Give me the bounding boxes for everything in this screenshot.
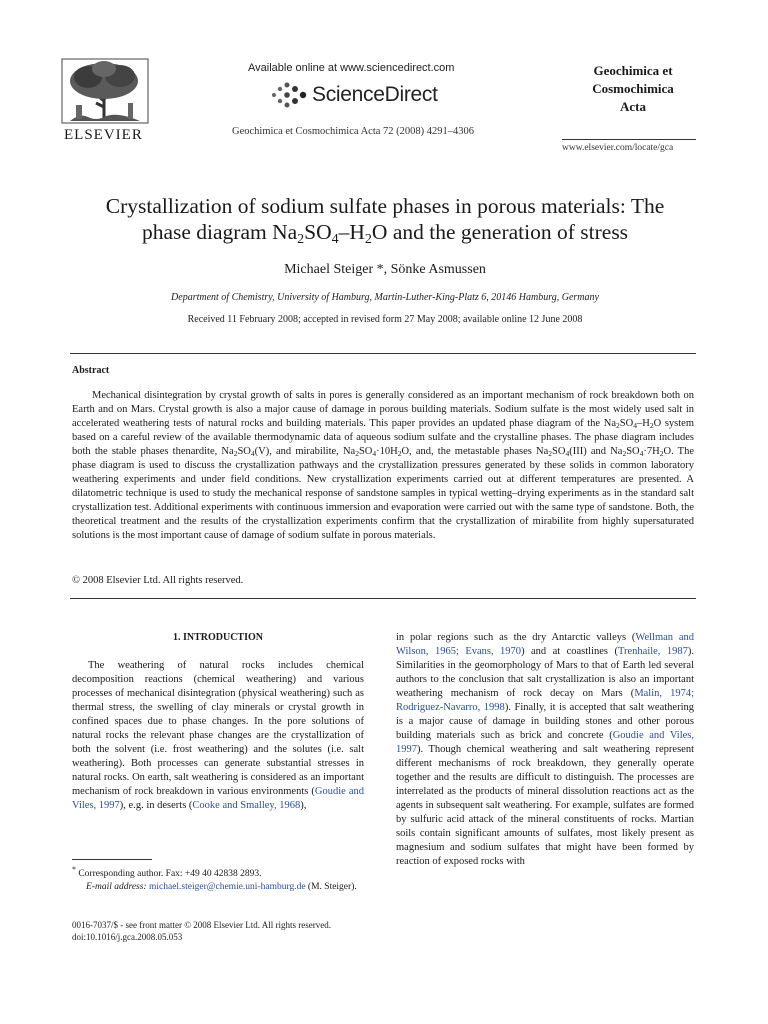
title-line-1: Crystallization of sodium sulfate phases in porous materials: The xyxy=(105,194,665,218)
subscript: 2 xyxy=(659,449,664,458)
citation-link[interactable]: Wellman and Wilson, 1965; Evans, 1970 xyxy=(396,632,694,657)
subscript: 4 xyxy=(565,449,570,458)
footnote-rule xyxy=(72,859,152,860)
abstract-top-rule xyxy=(70,353,696,354)
footnote-email xyxy=(72,881,364,894)
citation-link[interactable]: Malin, 1974; Rodriguez-Navarro, 1998 xyxy=(396,688,694,713)
subscript: 2 xyxy=(397,449,402,458)
abstract-bottom-rule xyxy=(70,598,696,599)
abstract-text: O. The phase diagram is used to discuss the crystallization pathways and the crystallization pressures generated by these solids in common laboratory weathering experiments and under field conditions. New crystallization experiments carried out at different temperatures are presented. A dilatometric technique is used to study the mechanical response of sandstone samples in typical wetting–drying experiments as in the standard salt crystallization test. Additional experiments with continuous immersion and evaporation were carried out with the same type of sandstone. Both, the theoretical treatment and the results of the crystallization experiments confirm that the crystallization of mirabilite from highly supersaturated solutions is the most important cause of damage of sodium sulfate in porous materials. xyxy=(72,446,694,541)
subscript: 2 xyxy=(622,449,627,458)
body-text: ). Finally, it is accepted that salt weathering is a major cause of damage in building stones and other porous building materials such as brick and concrete ( xyxy=(396,702,694,741)
citation-link[interactable]: Goudie and Viles, 1997 xyxy=(72,786,365,811)
subscript: 4 xyxy=(633,421,637,430)
journal-title xyxy=(572,62,694,116)
title-subscript: 4 xyxy=(331,232,339,247)
title-text: –H xyxy=(338,220,365,244)
abstract-text: ·7H xyxy=(643,446,660,457)
abstract-copyright: © 2008 Elsevier Ltd. All rights reserved. xyxy=(72,575,244,586)
citation-link[interactable]: Cooke and Smalley, 1968 xyxy=(192,800,301,811)
footnote xyxy=(72,863,364,894)
body-text: ). Similarities in the geomorphology of Mars to that of Earth led several authors to the conclusion that salt crystallization is also an important weathering mechanism of rock decay on Mars ( xyxy=(396,646,694,699)
body-paragraph xyxy=(72,659,364,813)
journal-title-line: Acta xyxy=(620,99,646,114)
abstract-text: (V), and mirabilite, Na xyxy=(254,446,356,457)
journal-citation: Geochimica et Cosmochimica Acta 72 (2008) 4291–4306 xyxy=(232,126,475,137)
title-line-2 xyxy=(40,219,730,245)
abstract-text: SO xyxy=(358,446,373,457)
title-text: O and the generation of stress xyxy=(371,220,629,244)
journal-title-line: Geochimica et xyxy=(593,63,673,78)
subscript: 2 xyxy=(548,449,553,458)
abstract-text: SO xyxy=(626,446,640,457)
received-dates: Received 11 February 2008; accepted in revised form 27 May 2008; available online 12 June 2008 xyxy=(187,314,583,325)
header-divider xyxy=(562,139,696,140)
abstract-heading: Abstract xyxy=(72,365,110,376)
left-column xyxy=(72,628,364,813)
abstract-body xyxy=(72,389,694,543)
abstract-text: SO xyxy=(619,418,634,429)
subscript: 2 xyxy=(616,421,620,430)
right-column xyxy=(396,631,694,869)
abstract-text: O system based on a careful review of the available thermodynamic data of aqueous sodium sulfate and the crystalline phases. The phase diagram includes both the stable phases thenardite, Na xyxy=(72,418,694,457)
citation-link[interactable]: Goudie and Viles, 1997 xyxy=(396,730,695,755)
sciencedirect-brand[interactable] xyxy=(268,80,438,110)
journal-title-line: Cosmochimica xyxy=(592,81,674,96)
title-text: phase diagram Na xyxy=(141,220,298,244)
email-suffix: (M. Steiger). xyxy=(307,882,357,893)
title-subscript: 2 xyxy=(297,232,305,247)
abstract-text: O, and, the metastable phases Na xyxy=(401,446,549,457)
abstract-text: SO xyxy=(552,446,566,457)
sciencedirect-dots-icon xyxy=(268,80,308,110)
title-subscript: 2 xyxy=(364,232,372,247)
subscript: 2 xyxy=(355,449,359,458)
body-paragraph xyxy=(396,631,694,869)
subscript: 4 xyxy=(639,449,644,458)
page-header xyxy=(0,0,768,160)
abstract-text: ·10H xyxy=(376,446,398,457)
article-title xyxy=(40,193,730,245)
abstract-text: Mechanical disintegration by crystal growth of salts in pores is generally considered as an important mechanism of rock breakdown both on Earth and on Mars. Crystal growth is also a major cause of damage in porous building materials. Sodium sulfate is the most widely used salt in accelerated weathering tests of natural rocks and building materials. This paper provides an updated phase diagram of the Na xyxy=(72,390,694,429)
abstract-text: SO xyxy=(237,446,251,457)
subscript: 2 xyxy=(649,421,654,430)
sciencedirect-name: ScienceDirect xyxy=(312,83,438,106)
body-text: in polar regions such as the dry Antarctic valleys ( xyxy=(396,632,636,643)
journal-url-link[interactable]: www.elsevier.com/locate/gca xyxy=(562,143,674,153)
issn-line: 0016-7037/$ - see front matter © 2008 Elsevier Ltd. All rights reserved. xyxy=(72,920,332,930)
elsevier-tree-icon xyxy=(60,57,150,127)
doi-line[interactable]: doi:10.1016/j.gca.2008.05.053 xyxy=(72,932,183,942)
abstract-text: (III) and Na xyxy=(569,446,623,457)
affiliation: Department of Chemistry, University of Hamburg, Martin-Luther-King-Platz 6, 20146 Hamburg, Germany xyxy=(171,292,599,303)
footnote-mark: * xyxy=(72,865,76,874)
publisher-name: ELSEVIER xyxy=(64,127,143,143)
title-text: SO xyxy=(304,220,332,244)
body-text: ) and at coastlines ( xyxy=(521,646,618,657)
body-text: ), e.g. in deserts ( xyxy=(119,800,193,811)
bottom-info xyxy=(72,919,331,943)
subscript: 4 xyxy=(372,449,377,458)
body-text: ). Though chemical weathering and salt weathering represent different mechanisms of rock breakdown, they generally operate together and the results are difficult to distinguish. The processes are interrelated as the products of mineral dissolution reactions act as the agents in subsequent salt weathering. For example, sulfates are formed by sulfuric acid attack of the mineral constituents of rocks. Martian soils contain significant amounts of sulfates, most likely present as magnesium and sodium sulfates that might have been formed by reaction of exposed rocks with xyxy=(396,744,694,867)
abstract-paragraph xyxy=(72,389,694,543)
subscript: 2 xyxy=(233,449,238,458)
citation-link[interactable]: Trenhaile, 1987 xyxy=(617,646,688,657)
subscript: 4 xyxy=(250,449,255,458)
section-heading: 1. INTRODUCTION xyxy=(172,632,263,643)
available-online-text[interactable]: Available online at www.sciencedirect.com xyxy=(248,62,455,74)
email-label: E-mail address: xyxy=(86,882,147,893)
body-text: ), xyxy=(300,800,307,811)
elsevier-logo xyxy=(60,57,150,142)
email-link[interactable]: michael.steiger@chemie.uni-hamburg.de xyxy=(148,882,306,893)
footnote-corresponding xyxy=(72,863,364,881)
footnote-text: Corresponding author. Fax: +49 40 42838 2893. xyxy=(78,869,262,880)
abstract-text: –H xyxy=(636,418,650,429)
body-text: The weathering of natural rocks includes chemical decomposition reactions (chemical weathering) and various processes of mechanical disintegration (physical weathering) such as thermal stress, the swelling of clay minerals or crystal growth in confined spaces due to phase changes. In the pore solutions of natural rocks the relevant phase changes are the crystallization of both the solvent (i.e. frost weathering) and the solutes (i.e. salt weathering). Both processes can generate substantial stresses in natural rocks. On earth, salt weathering is considered as an important mechanism of rock breakdown in various environments ( xyxy=(72,660,364,797)
authors: Michael Steiger *, Sönke Asmussen xyxy=(284,262,486,277)
